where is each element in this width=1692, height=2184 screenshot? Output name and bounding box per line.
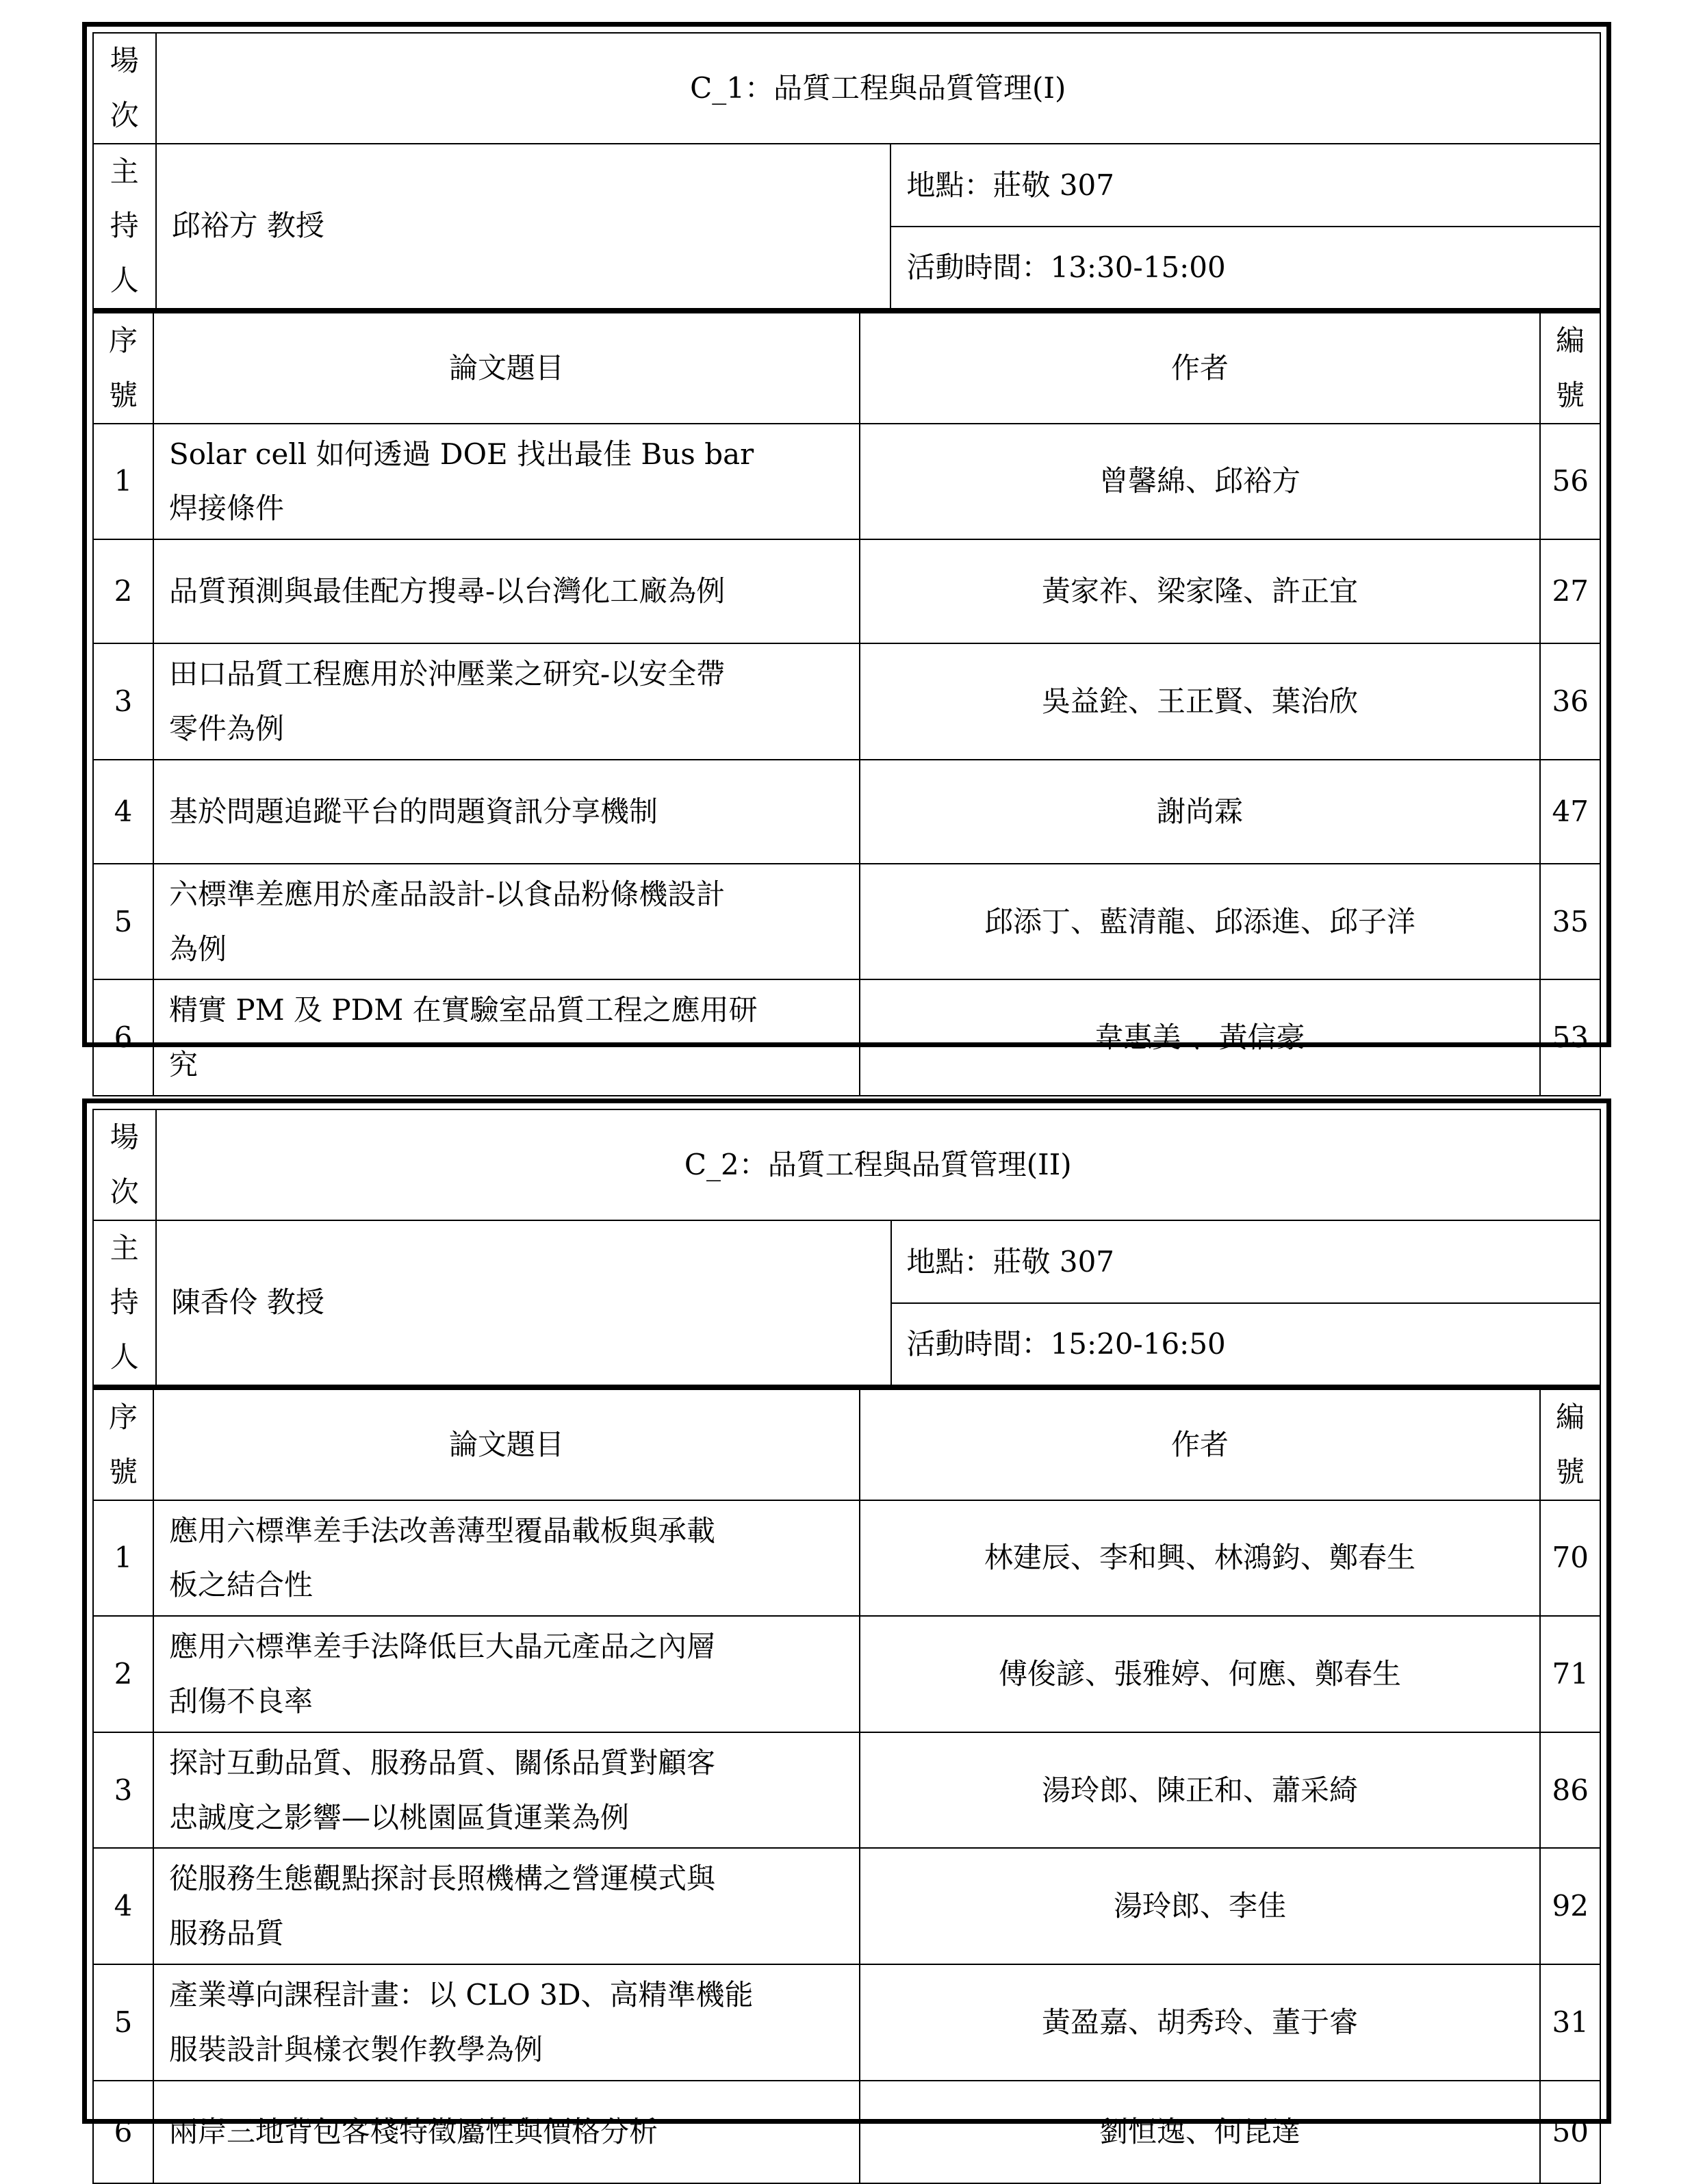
row-no: 2 [93,1616,153,1732]
col-header-code [1540,1389,1600,1500]
session-location: 地點：莊敬 307 [890,144,1600,227]
row-title-line: 精實 PM 及 PDM 在實驗室品質工程之應用研 [169,993,758,1027]
row-title-line: 品質預測與最佳配方搜尋-以台灣化工廠為例 [169,574,726,608]
table-row [93,1848,1600,1964]
row-code: 53 [1540,979,1600,1096]
table-row [93,1964,1600,2081]
host-label-char: 人 [110,1340,139,1374]
row-title [153,1616,860,1732]
session-label-char: 次 [110,1174,139,1209]
col-header-char: 號 [108,378,138,412]
table-row [93,760,1600,864]
row-authors: 湯玲郎、李佳 [860,1848,1540,1964]
row-no: 3 [93,1732,153,1849]
host-label-char: 持 [110,209,139,243]
row-code: 56 [1540,424,1600,540]
session-label [93,33,156,144]
row-title [153,1732,860,1849]
col-header-paper: 論文題目 [153,313,860,424]
col-header-code [1540,313,1600,424]
row-title-line: 田口品質工程應用於沖壓業之研究-以安全帶 [169,657,726,691]
row-code: 92 [1540,1848,1600,1964]
row-title-line: 基於問題追蹤平台的問題資訊分享機制 [169,794,658,828]
col-header-authors: 作者 [860,1389,1540,1500]
host-name: 邱裕方 教授 [156,144,891,310]
row-code: 71 [1540,1616,1600,1732]
row-title-line: 服裝設計與樣衣製作教學為例 [169,2032,543,2066]
row-code: 27 [1540,539,1600,643]
row-no: 5 [93,864,153,980]
row-code: 86 [1540,1732,1600,1849]
row-code: 50 [1540,2081,1600,2183]
row-title-line: 兩岸三地背包客棧特徵屬性與價格分析 [169,2114,658,2148]
session-header-table [92,1109,1601,1389]
row-title [153,539,860,643]
row-code: 36 [1540,643,1600,760]
session-location: 地點：莊敬 307 [891,1220,1601,1304]
col-header-char: 序 [108,323,138,357]
paper-table [92,312,1601,1096]
host-label-char: 主 [110,1231,139,1265]
col-header-no [93,313,153,424]
row-title [153,1848,860,1964]
col-header-char: 編 [1555,323,1585,357]
session-label [93,1109,156,1220]
row-no: 5 [93,1964,153,2081]
col-header-char: 號 [108,1454,138,1489]
row-title-line: 六標準差應用於產品設計-以食品粉條機設計 [169,877,726,911]
row-no: 6 [93,979,153,1096]
table-row [93,1500,1600,1617]
row-title-line: 為例 [169,932,227,966]
host-label-char: 人 [110,264,139,298]
row-authors: 黃盈嘉、胡秀玲、董于睿 [860,1964,1540,2081]
paper-table [92,1389,1601,2184]
row-title-line: 應用六標準差手法改善薄型覆晶載板與承載 [169,1513,716,1547]
host-label [93,1220,156,1387]
table-row [93,424,1600,540]
row-code: 35 [1540,864,1600,980]
session-label-char: 次 [110,98,139,132]
row-title [153,2081,860,2183]
session-title: C_2：品質工程與品質管理(II) [156,1109,1600,1220]
table-row [93,1732,1600,1849]
session-time: 活動時間：15:20-16:50 [891,1303,1601,1387]
row-no: 1 [93,1500,153,1617]
row-title [153,979,860,1096]
host-label [93,144,156,310]
col-header-char: 編 [1555,1400,1585,1434]
row-no: 6 [93,2081,153,2183]
col-header-paper: 論文題目 [153,1389,860,1500]
row-no: 1 [93,424,153,540]
table-row [93,979,1600,1096]
col-header-no [93,1389,153,1500]
row-authors: 林建辰、李和興、林鴻鈞、鄭春生 [860,1500,1540,1617]
row-title-line: 零件為例 [169,711,285,745]
row-authors: 吳益銓、王正賢、葉治欣 [860,643,1540,760]
session-title: C_1：品質工程與品質管理(I) [156,33,1600,144]
host-name: 陳香伶 教授 [156,1220,891,1387]
row-authors: 湯玲郎、陳正和、蕭采綺 [860,1732,1540,1849]
col-header-char: 號 [1555,378,1585,412]
row-title [153,1500,860,1617]
row-title-line: 應用六標準差手法降低巨大晶元產品之內層 [169,1630,716,1664]
session-header-table [92,32,1601,312]
row-title [153,424,860,540]
row-authors: 韋惠美 、黃信豪 [860,979,1540,1096]
row-title-line: 探討互動品質、服務品質、關係品質對顧客 [169,1745,716,1780]
col-header-char: 序 [108,1400,138,1434]
row-no: 3 [93,643,153,760]
row-title-line: 焊接條件 [169,491,285,526]
table-row [93,643,1600,760]
row-title [153,643,860,760]
row-title-line: Solar cell 如何透過 DOE 找出最佳 Bus bar [169,437,754,471]
host-label-char: 持 [110,1285,139,1320]
col-header-char: 號 [1555,1454,1585,1489]
table-row [93,864,1600,980]
row-title [153,1964,860,2081]
session-label-char: 場 [110,44,139,77]
row-authors: 劉恒逸、何昆達 [860,2081,1540,2183]
row-title-line: 忠誠度之影響—以桃園區貨運業為例 [169,1800,630,1834]
row-authors: 黃家祚、梁家隆、許正宜 [860,539,1540,643]
session-block-c2 [82,1099,1611,2148]
row-authors: 傅俊諺、張雅婷、何應、鄭春生 [860,1616,1540,1732]
host-label-char: 主 [110,154,139,188]
table-row [93,2081,1600,2183]
row-title-line: 究 [169,1048,198,1082]
row-authors: 邱添丁、藍清龍、邱添進、邱子洋 [860,864,1540,980]
session-time: 活動時間：13:30-15:00 [890,227,1600,310]
row-title-line: 刮傷不良率 [169,1684,313,1718]
row-code: 70 [1540,1500,1600,1617]
session-label-char: 場 [110,1120,139,1154]
row-code: 31 [1540,1964,1600,2081]
row-title-line: 板之結合性 [169,1568,313,1602]
table-row [93,1616,1600,1732]
session-block-c1 [82,22,1611,1082]
col-header-authors: 作者 [860,313,1540,424]
row-title-line: 服務品質 [169,1916,285,1951]
row-authors: 謝尚霖 [860,760,1540,864]
row-title-line: 從服務生態觀點探討長照機構之營運模式與 [169,1862,716,1896]
table-row [93,539,1600,643]
row-no: 4 [93,1848,153,1964]
row-authors: 曾馨綿、邱裕方 [860,424,1540,540]
row-no: 4 [93,760,153,864]
row-code: 47 [1540,760,1600,864]
row-no: 2 [93,539,153,643]
row-title [153,760,860,864]
row-title [153,864,860,980]
row-title-line: 產業導向課程計畫：以 CLO 3D、高精準機能 [169,1977,754,2012]
